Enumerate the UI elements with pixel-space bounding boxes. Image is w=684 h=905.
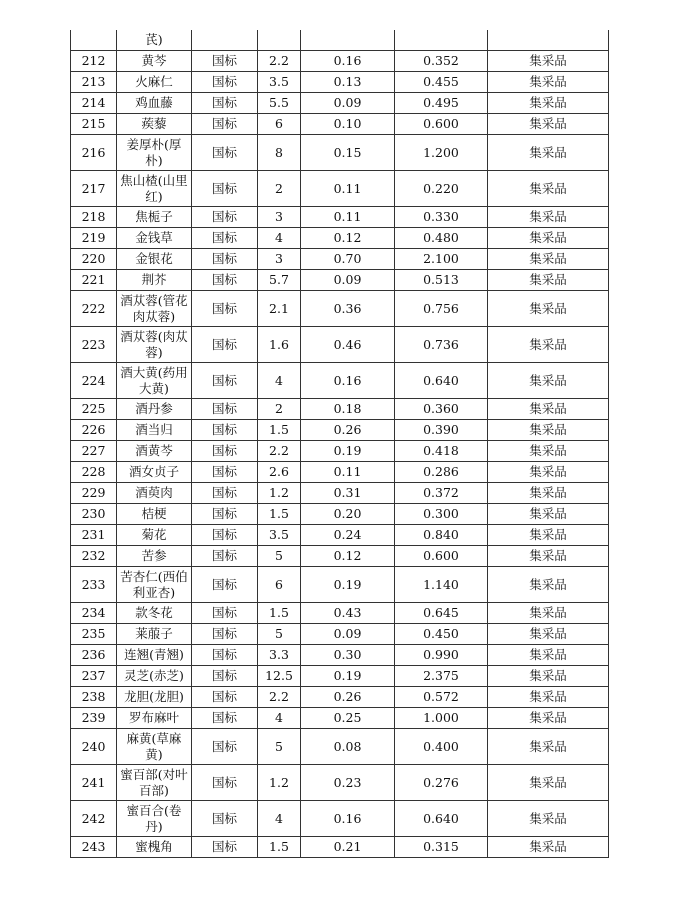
table-row <box>71 420 609 441</box>
cell-std: 国标 <box>192 420 258 441</box>
cell-qty: 4 <box>258 708 301 729</box>
cell-price: 0.24 <box>301 525 395 546</box>
cell-no: 216 <box>71 135 117 171</box>
cell-amount: 0.645 <box>395 603 488 624</box>
cell-qty: 2.1 <box>258 291 301 327</box>
cell-std <box>192 30 258 51</box>
cell-price: 0.46 <box>301 327 395 363</box>
cell-std: 国标 <box>192 114 258 135</box>
cell-price: 0.11 <box>301 207 395 228</box>
cell-amount: 0.572 <box>395 687 488 708</box>
cell-price: 0.36 <box>301 291 395 327</box>
cell-amount: 0.400 <box>395 729 488 765</box>
cell-amount: 0.495 <box>395 93 488 114</box>
cell-name-fragment: 芪) <box>117 30 192 51</box>
cell-price: 0.11 <box>301 462 395 483</box>
cell-no: 214 <box>71 93 117 114</box>
table-row <box>71 546 609 567</box>
cell-price: 0.15 <box>301 135 395 171</box>
cell-no: 228 <box>71 462 117 483</box>
cell-amount: 0.840 <box>395 525 488 546</box>
cell-category: 集采品 <box>488 207 609 228</box>
cell-category: 集采品 <box>488 837 609 858</box>
cell-qty: 8 <box>258 135 301 171</box>
cell-category: 集采品 <box>488 114 609 135</box>
herb-price-table <box>70 30 609 858</box>
cell-price: 0.30 <box>301 645 395 666</box>
cell-price: 0.12 <box>301 546 395 567</box>
cell-category: 集采品 <box>488 327 609 363</box>
cell-std: 国标 <box>192 837 258 858</box>
cell-category: 集采品 <box>488 291 609 327</box>
cell-amount: 0.990 <box>395 645 488 666</box>
cell-name: 酒苁蓉(管花肉苁蓉) <box>117 291 192 327</box>
cell-amount: 0.390 <box>395 420 488 441</box>
cell-name: 金钱草 <box>117 228 192 249</box>
cell-name: 酒丹参 <box>117 399 192 420</box>
table-row <box>71 72 609 93</box>
cell-no: 236 <box>71 645 117 666</box>
cell-no: 242 <box>71 801 117 837</box>
cell-amount: 0.513 <box>395 270 488 291</box>
cell-name: 酒黄芩 <box>117 441 192 462</box>
cell-price: 0.13 <box>301 72 395 93</box>
cell-name: 灵芝(赤芝) <box>117 666 192 687</box>
cell-name: 菊花 <box>117 525 192 546</box>
cell-std: 国标 <box>192 645 258 666</box>
cell-amount: 0.736 <box>395 327 488 363</box>
cell-no: 221 <box>71 270 117 291</box>
table-row <box>71 483 609 504</box>
cell-qty: 5 <box>258 624 301 645</box>
cell-price: 0.19 <box>301 567 395 603</box>
cell-price: 0.08 <box>301 729 395 765</box>
cell-category: 集采品 <box>488 228 609 249</box>
cell-price: 0.16 <box>301 801 395 837</box>
cell-price: 0.26 <box>301 687 395 708</box>
cell-qty: 2.6 <box>258 462 301 483</box>
cell-no: 225 <box>71 399 117 420</box>
cell-qty: 5 <box>258 729 301 765</box>
table-row-continued <box>71 30 609 51</box>
cell-std: 国标 <box>192 546 258 567</box>
cell-qty: 6 <box>258 114 301 135</box>
cell-name: 罗布麻叶 <box>117 708 192 729</box>
cell-std: 国标 <box>192 171 258 207</box>
cell-name: 黄芩 <box>117 51 192 72</box>
cell-price: 0.70 <box>301 249 395 270</box>
cell-std: 国标 <box>192 228 258 249</box>
cell-no: 229 <box>71 483 117 504</box>
cell-name: 金银花 <box>117 249 192 270</box>
cell-qty: 1.2 <box>258 483 301 504</box>
cell-std: 国标 <box>192 72 258 93</box>
table-row <box>71 687 609 708</box>
cell-price: 0.31 <box>301 483 395 504</box>
cell-no: 212 <box>71 51 117 72</box>
cell-amount: 0.330 <box>395 207 488 228</box>
cell-amount: 0.450 <box>395 624 488 645</box>
cell-price: 0.19 <box>301 666 395 687</box>
table-row <box>71 603 609 624</box>
cell-price: 0.19 <box>301 441 395 462</box>
table-row <box>71 462 609 483</box>
cell-category: 集采品 <box>488 645 609 666</box>
cell-no: 218 <box>71 207 117 228</box>
cell-no: 217 <box>71 171 117 207</box>
cell-category: 集采品 <box>488 399 609 420</box>
cell-no: 223 <box>71 327 117 363</box>
cell-price: 0.16 <box>301 51 395 72</box>
table-row <box>71 327 609 363</box>
cell-no: 215 <box>71 114 117 135</box>
cell-no <box>71 30 117 51</box>
cell-std: 国标 <box>192 765 258 801</box>
table-row <box>71 363 609 399</box>
cell-std: 国标 <box>192 249 258 270</box>
cell-amount: 0.360 <box>395 399 488 420</box>
cell-no: 222 <box>71 291 117 327</box>
cell-name: 火麻仁 <box>117 72 192 93</box>
cell-qty: 1.6 <box>258 327 301 363</box>
cell-amount: 0.480 <box>395 228 488 249</box>
cell-no: 239 <box>71 708 117 729</box>
cell-amount: 0.600 <box>395 546 488 567</box>
cell-amount: 0.455 <box>395 72 488 93</box>
cell-name: 鸡血藤 <box>117 93 192 114</box>
cell-price: 0.18 <box>301 399 395 420</box>
cell-qty: 6 <box>258 567 301 603</box>
cell-no: 233 <box>71 567 117 603</box>
cell-std: 国标 <box>192 483 258 504</box>
cell-price: 0.09 <box>301 93 395 114</box>
cell-category: 集采品 <box>488 708 609 729</box>
cell-amount: 1.140 <box>395 567 488 603</box>
cell-category: 集采品 <box>488 525 609 546</box>
cell-name: 焦栀子 <box>117 207 192 228</box>
cell-qty <box>258 30 301 51</box>
cell-std: 国标 <box>192 666 258 687</box>
cell-category: 集采品 <box>488 72 609 93</box>
cell-price: 0.25 <box>301 708 395 729</box>
cell-amount <box>395 30 488 51</box>
table-row <box>71 765 609 801</box>
table-body <box>71 30 609 858</box>
cell-category: 集采品 <box>488 135 609 171</box>
cell-std: 国标 <box>192 708 258 729</box>
cell-no: 231 <box>71 525 117 546</box>
cell-amount: 0.300 <box>395 504 488 525</box>
cell-name: 款冬花 <box>117 603 192 624</box>
cell-qty: 1.5 <box>258 837 301 858</box>
cell-category: 集采品 <box>488 93 609 114</box>
cell-price: 0.12 <box>301 228 395 249</box>
table-row <box>71 801 609 837</box>
cell-name: 连翘(青翘) <box>117 645 192 666</box>
cell-amount: 0.756 <box>395 291 488 327</box>
cell-amount: 0.640 <box>395 363 488 399</box>
cell-std: 国标 <box>192 363 258 399</box>
cell-qty: 4 <box>258 801 301 837</box>
cell-std: 国标 <box>192 93 258 114</box>
table-row <box>71 270 609 291</box>
cell-name: 酒萸肉 <box>117 483 192 504</box>
cell-name: 苦杏仁(西伯利亚杏) <box>117 567 192 603</box>
cell-qty: 4 <box>258 363 301 399</box>
cell-price: 0.11 <box>301 171 395 207</box>
cell-name: 蜜槐角 <box>117 837 192 858</box>
cell-std: 国标 <box>192 270 258 291</box>
cell-name: 莱菔子 <box>117 624 192 645</box>
cell-qty: 3.5 <box>258 72 301 93</box>
cell-category: 集采品 <box>488 483 609 504</box>
cell-std: 国标 <box>192 327 258 363</box>
cell-category: 集采品 <box>488 441 609 462</box>
cell-qty: 3.3 <box>258 645 301 666</box>
cell-no: 213 <box>71 72 117 93</box>
cell-name: 蜜百部(对叶百部) <box>117 765 192 801</box>
cell-name: 蒺藜 <box>117 114 192 135</box>
cell-std: 国标 <box>192 567 258 603</box>
cell-category: 集采品 <box>488 504 609 525</box>
table-row <box>71 171 609 207</box>
cell-qty: 3.5 <box>258 525 301 546</box>
cell-amount: 0.315 <box>395 837 488 858</box>
cell-no: 237 <box>71 666 117 687</box>
cell-name: 麻黄(草麻黄) <box>117 729 192 765</box>
cell-amount: 0.220 <box>395 171 488 207</box>
cell-no: 240 <box>71 729 117 765</box>
table-row <box>71 624 609 645</box>
cell-qty: 2 <box>258 171 301 207</box>
cell-amount: 0.418 <box>395 441 488 462</box>
cell-name: 酒当归 <box>117 420 192 441</box>
cell-category: 集采品 <box>488 171 609 207</box>
table-row <box>71 666 609 687</box>
cell-category <box>488 30 609 51</box>
cell-price: 0.26 <box>301 420 395 441</box>
cell-amount: 0.600 <box>395 114 488 135</box>
cell-name: 姜厚朴(厚朴) <box>117 135 192 171</box>
cell-qty: 5 <box>258 546 301 567</box>
cell-amount: 2.375 <box>395 666 488 687</box>
cell-category: 集采品 <box>488 420 609 441</box>
table-row <box>71 207 609 228</box>
cell-name: 酒苁蓉(肉苁蓉) <box>117 327 192 363</box>
cell-amount: 2.100 <box>395 249 488 270</box>
cell-no: 234 <box>71 603 117 624</box>
table-row <box>71 291 609 327</box>
table-row <box>71 249 609 270</box>
cell-qty: 1.5 <box>258 420 301 441</box>
cell-qty: 2 <box>258 399 301 420</box>
cell-category: 集采品 <box>488 270 609 291</box>
cell-no: 241 <box>71 765 117 801</box>
cell-name: 苦参 <box>117 546 192 567</box>
cell-qty: 5.7 <box>258 270 301 291</box>
cell-price: 0.09 <box>301 624 395 645</box>
cell-category: 集采品 <box>488 363 609 399</box>
cell-category: 集采品 <box>488 249 609 270</box>
cell-std: 国标 <box>192 504 258 525</box>
cell-qty: 2.2 <box>258 687 301 708</box>
cell-no: 227 <box>71 441 117 462</box>
cell-no: 230 <box>71 504 117 525</box>
cell-price: 0.16 <box>301 363 395 399</box>
cell-qty: 4 <box>258 228 301 249</box>
table-row <box>71 525 609 546</box>
table-row <box>71 729 609 765</box>
cell-price: 0.43 <box>301 603 395 624</box>
cell-price <box>301 30 395 51</box>
cell-category: 集采品 <box>488 546 609 567</box>
cell-name: 蜜百合(卷丹) <box>117 801 192 837</box>
cell-qty: 5.5 <box>258 93 301 114</box>
cell-amount: 0.352 <box>395 51 488 72</box>
cell-category: 集采品 <box>488 687 609 708</box>
cell-category: 集采品 <box>488 51 609 72</box>
cell-std: 国标 <box>192 399 258 420</box>
cell-no: 235 <box>71 624 117 645</box>
cell-std: 国标 <box>192 135 258 171</box>
cell-price: 0.20 <box>301 504 395 525</box>
table-row <box>71 114 609 135</box>
cell-qty: 1.2 <box>258 765 301 801</box>
cell-no: 238 <box>71 687 117 708</box>
cell-std: 国标 <box>192 801 258 837</box>
cell-qty: 1.5 <box>258 504 301 525</box>
cell-amount: 1.000 <box>395 708 488 729</box>
cell-amount: 0.640 <box>395 801 488 837</box>
cell-std: 国标 <box>192 441 258 462</box>
table-row <box>71 228 609 249</box>
cell-name: 酒大黄(药用大黄) <box>117 363 192 399</box>
cell-price: 0.10 <box>301 114 395 135</box>
cell-no: 243 <box>71 837 117 858</box>
cell-amount: 0.372 <box>395 483 488 504</box>
table-row <box>71 399 609 420</box>
cell-amount: 0.286 <box>395 462 488 483</box>
cell-no: 220 <box>71 249 117 270</box>
cell-std: 国标 <box>192 525 258 546</box>
table-row <box>71 441 609 462</box>
cell-qty: 12.5 <box>258 666 301 687</box>
cell-category: 集采品 <box>488 462 609 483</box>
cell-std: 国标 <box>192 207 258 228</box>
cell-no: 219 <box>71 228 117 249</box>
cell-price: 0.21 <box>301 837 395 858</box>
table-row <box>71 567 609 603</box>
table-row <box>71 645 609 666</box>
cell-std: 国标 <box>192 462 258 483</box>
cell-qty: 3 <box>258 249 301 270</box>
cell-price: 0.23 <box>301 765 395 801</box>
cell-price: 0.09 <box>301 270 395 291</box>
cell-category: 集采品 <box>488 624 609 645</box>
cell-category: 集采品 <box>488 567 609 603</box>
cell-qty: 3 <box>258 207 301 228</box>
cell-category: 集采品 <box>488 603 609 624</box>
table-row <box>71 504 609 525</box>
cell-std: 国标 <box>192 624 258 645</box>
cell-qty: 2.2 <box>258 51 301 72</box>
table-row <box>71 837 609 858</box>
table-row <box>71 51 609 72</box>
cell-amount: 1.200 <box>395 135 488 171</box>
cell-std: 国标 <box>192 603 258 624</box>
cell-std: 国标 <box>192 291 258 327</box>
cell-std: 国标 <box>192 729 258 765</box>
cell-no: 226 <box>71 420 117 441</box>
cell-name: 酒女贞子 <box>117 462 192 483</box>
cell-category: 集采品 <box>488 765 609 801</box>
cell-amount: 0.276 <box>395 765 488 801</box>
cell-name: 焦山楂(山里红) <box>117 171 192 207</box>
table-row <box>71 135 609 171</box>
cell-qty: 2.2 <box>258 441 301 462</box>
cell-std: 国标 <box>192 51 258 72</box>
cell-no: 224 <box>71 363 117 399</box>
table-row <box>71 93 609 114</box>
cell-name: 荆芥 <box>117 270 192 291</box>
cell-category: 集采品 <box>488 801 609 837</box>
cell-category: 集采品 <box>488 729 609 765</box>
cell-name: 龙胆(龙胆) <box>117 687 192 708</box>
cell-name: 桔梗 <box>117 504 192 525</box>
table-row <box>71 708 609 729</box>
cell-no: 232 <box>71 546 117 567</box>
cell-category: 集采品 <box>488 666 609 687</box>
cell-qty: 1.5 <box>258 603 301 624</box>
cell-std: 国标 <box>192 687 258 708</box>
